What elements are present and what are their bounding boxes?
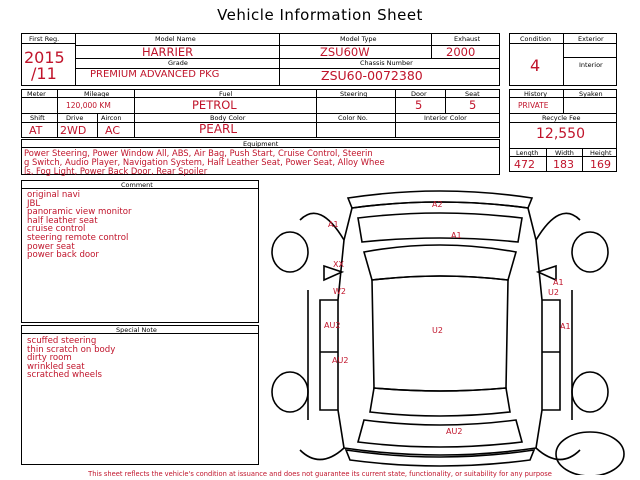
damage-mark-left-rear-door: AU2 [324, 321, 341, 330]
drive-value: 2WD [60, 124, 87, 137]
width-value: 183 [553, 158, 574, 171]
equipment-line: Power Steering, Power Window All, ABS, Air Bag, Push Start, Cruise Control, Steerin [24, 148, 373, 158]
equipment-line: ls, Fog Light, Power Back Door, Rear Spoiler [24, 166, 208, 176]
chassis-label: Chassis Number [360, 59, 413, 67]
comment-item: JBL [27, 198, 41, 209]
model-type-value: ZSU60W [320, 45, 370, 59]
meter-label: Meter [27, 90, 46, 98]
body-color-label: Body Color [210, 114, 246, 122]
recycle-fee-value: 12,550 [536, 126, 585, 142]
sheet-title: Vehicle Information Sheet [217, 6, 423, 24]
comment-list [27, 191, 132, 260]
mileage-label: Mileage [84, 90, 110, 98]
height-value: 169 [590, 158, 611, 171]
seat-value: 5 [469, 98, 477, 112]
chassis-value: ZSU60-0072380 [321, 68, 423, 83]
comment-item: power seat [27, 241, 75, 252]
exhaust-value: 2000 [446, 45, 476, 59]
mileage-value: 120,000 KM [66, 101, 111, 110]
comment-item: steering remote control [27, 232, 129, 243]
disclaimer-footer: This sheet reflects the vehicle's condition at issuance and does not guarantee its current state, functionality, or suitability for any purpose [88, 470, 552, 478]
damage-mark-right-front-door: U2 [548, 288, 559, 297]
syaken-label: Syaken [579, 90, 603, 98]
comment-item: panoramic view monitor [27, 207, 132, 218]
shift-label: Shift [30, 114, 45, 122]
special-note-list [27, 337, 115, 380]
first-reg-label: First Reg. [29, 35, 60, 43]
first-reg-year: 2015 [24, 48, 65, 67]
model-name-value: HARRIER [142, 45, 194, 59]
length-value: 472 [514, 158, 535, 171]
damage-mark-left-front-door: W2 [333, 287, 346, 296]
grade-value: PREMIUM ADVANCED PKG [90, 69, 220, 80]
comment-item: original navi [27, 190, 81, 200]
grade-label: Grade [168, 59, 188, 67]
seat-label: Seat [465, 90, 480, 98]
history-label: History [524, 90, 548, 98]
damage-mark-right-rear-door: A1 [560, 322, 571, 331]
width-label: Width [555, 149, 574, 157]
condition-label: Condition [520, 35, 552, 43]
fuel-label: Fuel [219, 90, 233, 98]
special-note-item: dirty room [27, 353, 72, 364]
damage-mark-right-front-fender: A1 [553, 278, 564, 287]
aircon-label: Aircon [101, 114, 122, 122]
equipment-text [24, 149, 499, 176]
damage-mark-roof: U2 [432, 326, 443, 335]
damage-mark-rear-bumper: AU2 [446, 427, 463, 436]
fuel-value: PETROL [192, 98, 237, 112]
body-color-value: PEARL [199, 122, 238, 136]
special-note-item: wrinkled seat [27, 361, 85, 372]
comment-item: power back door [27, 250, 99, 261]
model-name-label: Model Name [155, 35, 196, 43]
history-value: PRIVATE [518, 101, 549, 110]
length-label: Length [516, 149, 539, 157]
special-note-label: Special Note [116, 326, 157, 334]
exhaust-label: Exhaust [454, 35, 481, 43]
model-type-label: Model Type [340, 35, 377, 43]
special-note-item: scuffed steering [27, 336, 97, 346]
first-reg-month: /11 [31, 64, 57, 83]
interior-color-label: Interior Color [424, 114, 467, 122]
steering-label: Steering [340, 90, 368, 98]
door-label: Door [411, 90, 427, 98]
comment-item: half leather seat [27, 215, 98, 226]
special-note-item: thin scratch on body [27, 344, 116, 355]
damage-mark-left-front-door-area: XX [333, 260, 344, 269]
drive-label: Drive [66, 114, 84, 122]
damage-mark-left-front-fender: A1 [328, 220, 339, 229]
aircon-value: AC [105, 124, 121, 137]
comment-label: Comment [121, 181, 153, 189]
damage-mark-front-bumper: A2 [432, 200, 443, 209]
equipment-label: Equipment [243, 140, 279, 148]
recycle-fee-label: Recycle Fee [542, 114, 581, 122]
color-no-label: Color No. [338, 114, 368, 122]
interior-label: Interior [579, 61, 603, 69]
comment-item: cruise control [27, 224, 86, 235]
shift-value: AT [29, 124, 43, 137]
exterior-label: Exterior [578, 35, 604, 43]
equipment-line: g Switch, Audio Player, Navigation System, Half Leather Seat, Power Seat, Alloy Whee [24, 157, 385, 167]
special-note-item: scratched wheels [27, 370, 102, 381]
damage-mark-left-rear-quarter: AU2 [332, 356, 349, 365]
condition-value: 4 [530, 56, 541, 75]
height-label: Height [590, 149, 612, 157]
damage-mark-hood: A1 [451, 231, 462, 240]
door-value: 5 [415, 98, 423, 112]
